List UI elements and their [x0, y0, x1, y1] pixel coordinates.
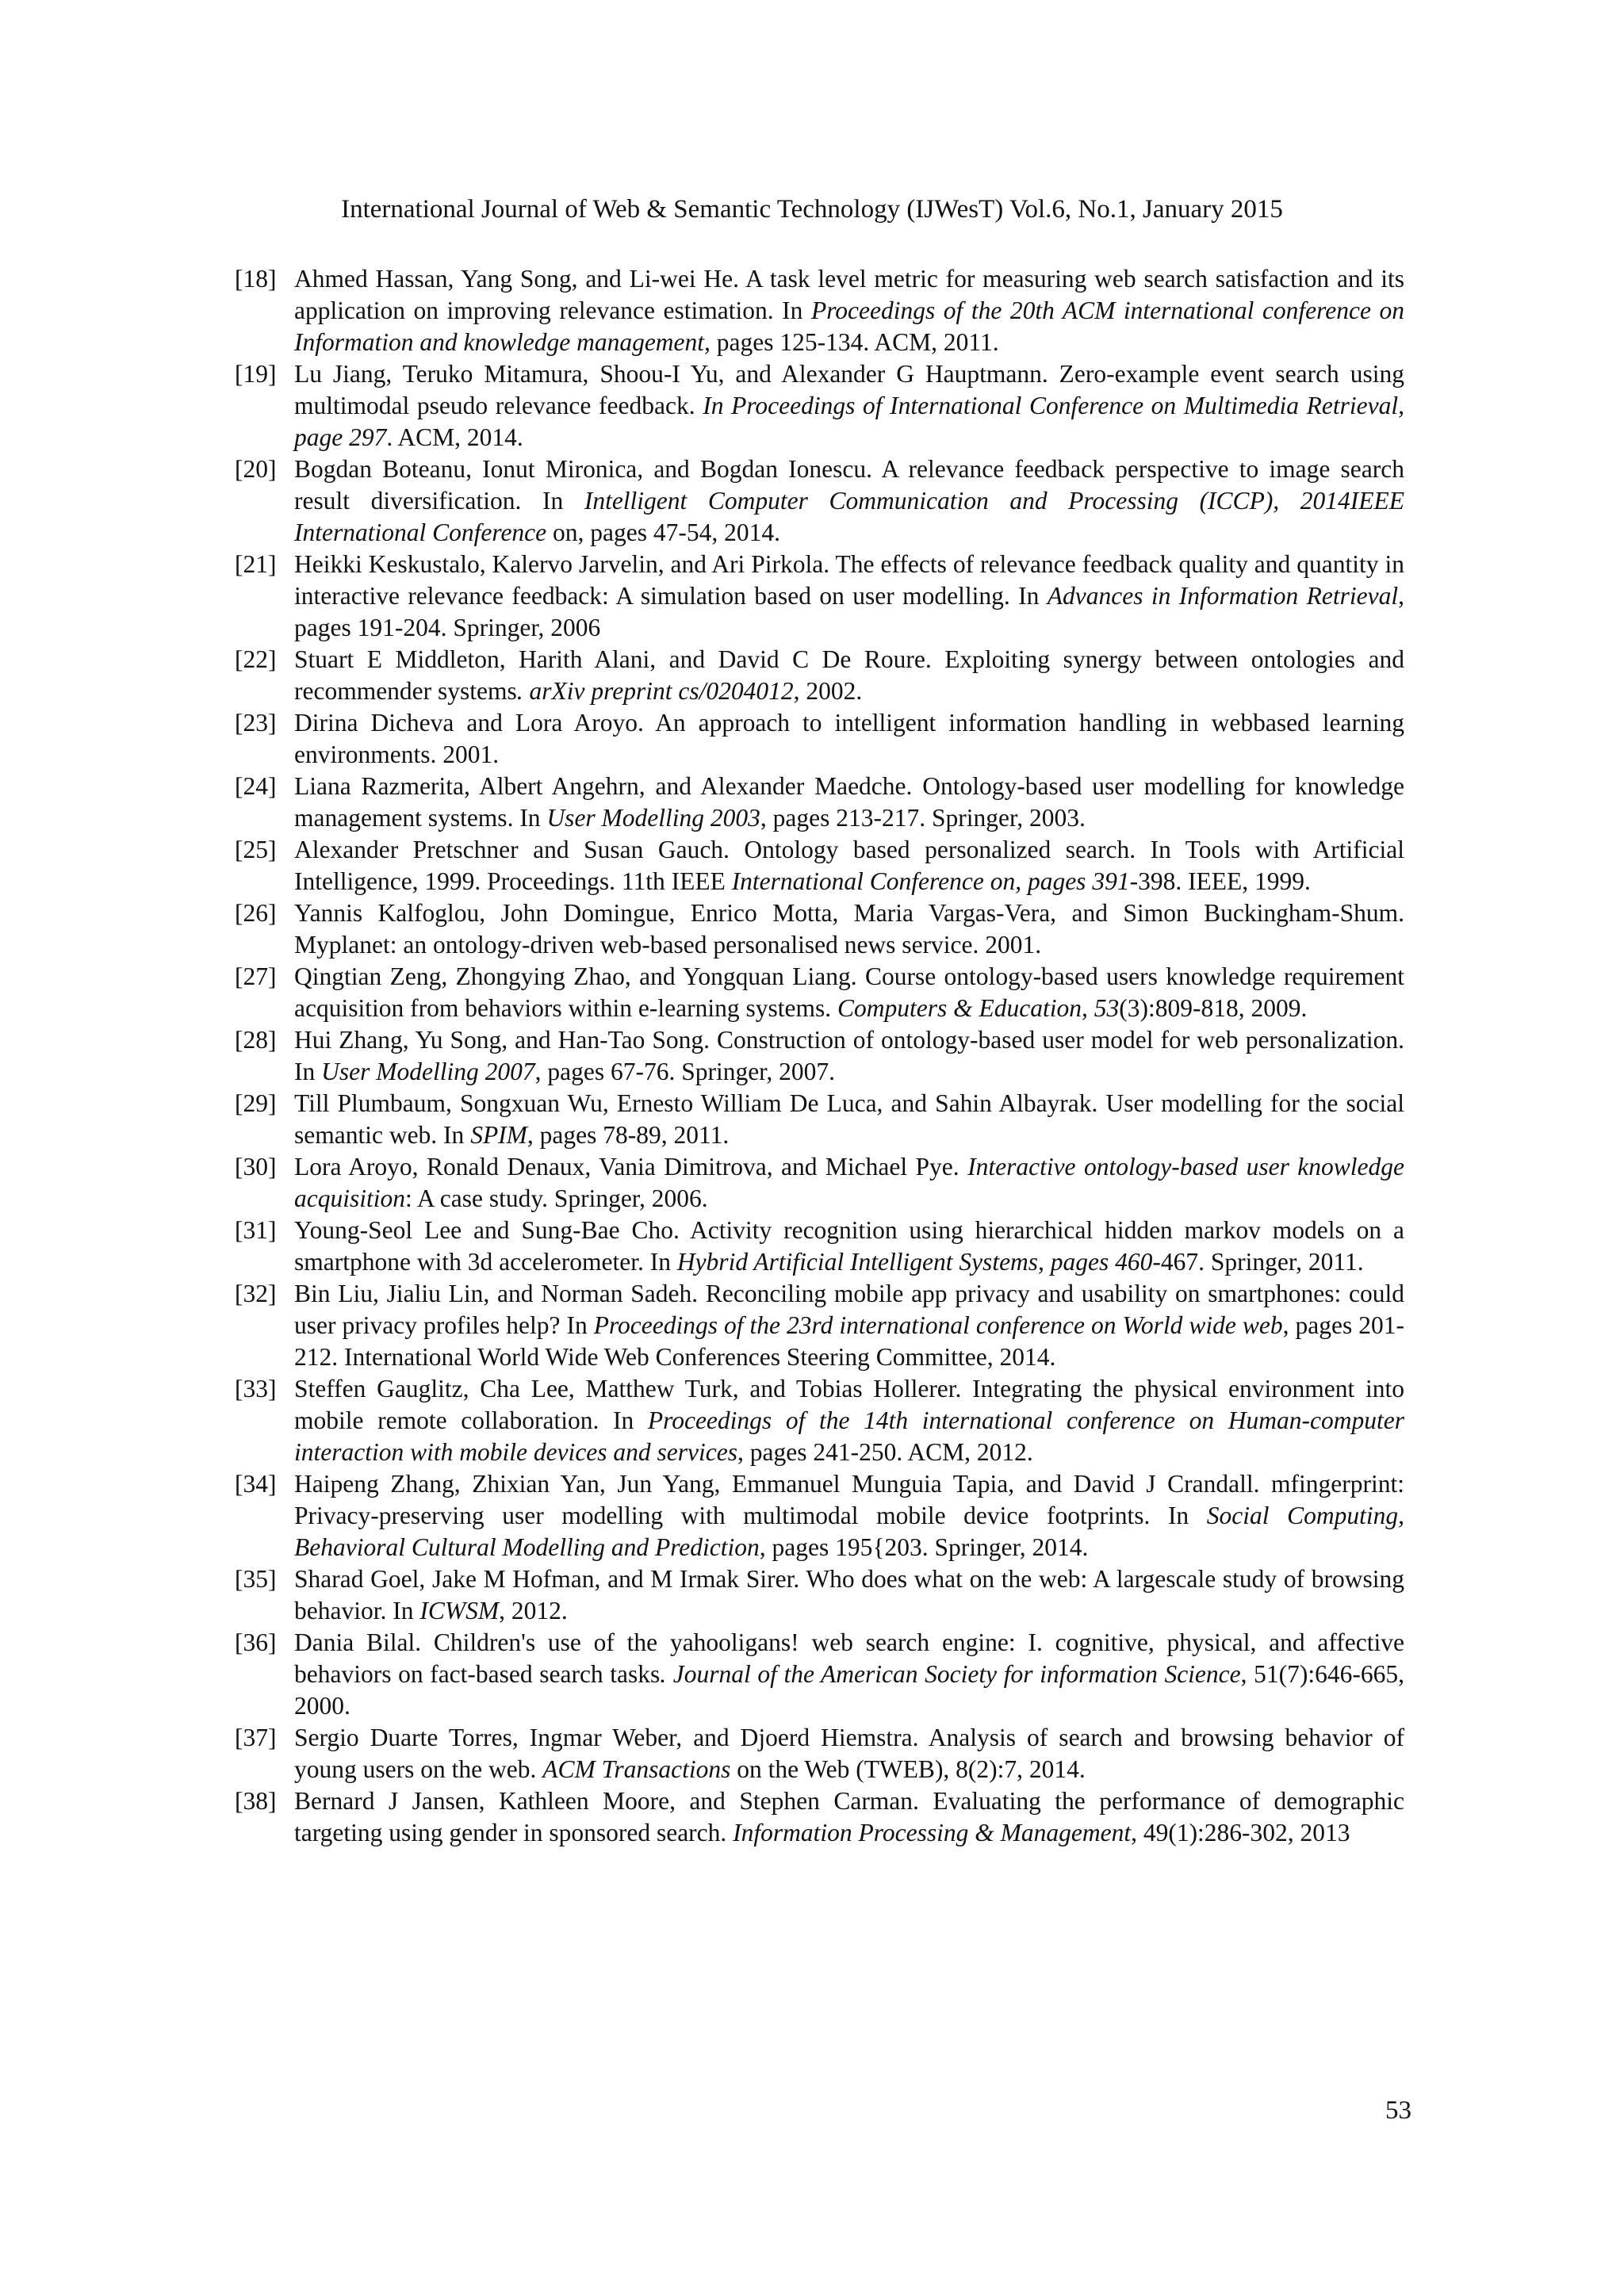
reference-text [294, 549, 1404, 644]
reference-entry [235, 1722, 1404, 1785]
reference-text [294, 771, 1404, 834]
reference-venue-italic: Social Computing, Behavioral Cultural Modelling and Prediction [294, 1502, 1404, 1561]
reference-text-segment: Steffen Gauglitz, Cha Lee, Matthew Turk, and Tobias Hollerer. Integrating the physical environment into mobile remote collaboration. In [294, 1375, 1404, 1434]
reference-text-segment: pages 125-134. ACM, 2011. [710, 328, 999, 356]
reference-entry [235, 1563, 1404, 1627]
reference-label: [21] [235, 550, 277, 578]
reference-text-segment: , pages 241-250. ACM, 2012. [737, 1438, 1033, 1466]
reference-entry [235, 1373, 1404, 1468]
reference-text-segment: Till Plumbaum, Songxuan Wu, Ernesto William De Luca, and Sahin Albayrak. User modelling for the social semantic web. In [294, 1089, 1404, 1149]
reference-venue-italic: Interactive ontology-based user knowledge acquisition [294, 1153, 1404, 1212]
reference-label: [23] [235, 709, 277, 737]
reference-venue-italic: User Modelling 2007 [321, 1058, 535, 1085]
reference-text [294, 263, 1404, 358]
reference-venue-italic: . arXiv preprint cs/0204012 [516, 677, 794, 705]
reference-text-segment: Hui Zhang, Yu Song, and Han-Tao Song. Construction of ontology-based user model for web personalization. In [294, 1026, 1404, 1085]
reference-venue-italic: In Proceedings of International Conference on Multimedia Retrieval, page 297 [294, 392, 1405, 451]
page-number: 53 [1385, 2096, 1411, 2125]
reference-label: [32] [235, 1280, 277, 1307]
reference-entry [235, 707, 1404, 771]
reference-label: [24] [235, 772, 277, 800]
reference-text [294, 1468, 1404, 1563]
reference-text [294, 1785, 1404, 1849]
reference-text-segment: (3):809-818, 2009. [1119, 994, 1308, 1022]
reference-venue-italic: Proceedings of the 20th ACM international conference on Information and knowledge management, [294, 297, 1404, 356]
reference-text [294, 1627, 1404, 1722]
reference-text-segment: -467. Springer, 2011. [1152, 1248, 1364, 1276]
reference-entry [235, 771, 1404, 834]
reference-entry [235, 834, 1404, 897]
reference-text-segment: , pages 67-76. Springer, 2007. [534, 1058, 836, 1085]
running-header: International Journal of Web & Semantic Technology (IJWesT) Vol.6, No.1, January 2015 [341, 195, 1283, 224]
reference-text-segment: , pages 195{203. Springer, 2014. [759, 1533, 1089, 1561]
reference-entry [235, 1785, 1404, 1849]
reference-text [294, 707, 1404, 771]
reference-label: [30] [235, 1153, 277, 1181]
reference-text [294, 453, 1404, 549]
reference-venue-italic: Computers & Education, 53 [837, 994, 1120, 1022]
reference-entry [235, 961, 1404, 1024]
reference-text-segment: Young-Seol Lee and Sung-Bae Cho. Activity recognition using hierarchical hidden markov models on a smartphone with 3d accelerometer. In [294, 1216, 1404, 1276]
reference-label: [35] [235, 1565, 277, 1593]
reference-text-segment: , 51(7):646-665, 2000. [294, 1660, 1404, 1720]
reference-entry [235, 549, 1404, 644]
reference-text-segment: , pages 201-212. International World Wide Web Conferences Steering Committee, 2014. [294, 1311, 1404, 1371]
reference-entry [235, 1151, 1404, 1215]
reference-venue-italic: Hybrid Artificial Intelligent Systems, pages 460 [676, 1248, 1153, 1276]
reference-text-segment: : A case study. Springer, 2006. [405, 1184, 708, 1212]
reference-label: [31] [235, 1216, 277, 1244]
reference-text-segment: Alexander Pretschner and Susan Gauch. Ontology based personalized search. In Tools with Artificial Intelligence, 1999. Proceedings. 11th IEEE [294, 836, 1404, 895]
reference-text [294, 961, 1404, 1024]
reference-label: [26] [235, 899, 277, 927]
reference-text-segment: Haipeng Zhang, Zhixian Yan, Jun Yang, Emmanuel Munguia Tapia, and David J Crandall. mfingerprint: Privacy-preserving user modelling with multimodal mobile device footprints. In [294, 1470, 1404, 1529]
reference-text [294, 1563, 1404, 1627]
reference-text-segment: , pages 213-217. Springer, 2003. [760, 804, 1086, 832]
reference-entry [235, 1278, 1404, 1373]
reference-venue-italic: SPIM [470, 1121, 527, 1149]
reference-venue-italic: ICWSM [419, 1597, 500, 1624]
reference-label: [22] [235, 645, 277, 673]
reference-text-segment: Liana Razmerita, Albert Angehrn, and Alexander Maedche. Ontology-based user modelling for knowledge management systems. In [294, 772, 1404, 832]
reference-text-segment: . ACM, 2014. [386, 423, 523, 451]
reference-text-segment: Dirina Dicheva and Lora Aroyo. An approach to intelligent information handling in webbased learning environments. 2001. [294, 709, 1404, 768]
reference-label: [38] [235, 1787, 277, 1815]
reference-text-segment: Yannis Kalfoglou, John Domingue, Enrico Motta, Maria Vargas-Vera, and Simon Buckingham-Shum. Myplanet: an ontology-driven web-based personalised news service. 2001. [294, 899, 1404, 959]
reference-text-segment: Bogdan Boteanu, Ionut Mironica, and Bogdan Ionescu. A relevance feedback perspective to image search result diversification. In [294, 455, 1404, 515]
reference-venue-italic: User Modelling 2003 [546, 804, 760, 832]
reference-text-segment: -398. IEEE, 1999. [1129, 867, 1311, 895]
reference-entry [235, 644, 1404, 707]
reference-label: [33] [235, 1375, 277, 1402]
reference-text [294, 1024, 1404, 1088]
reference-text-segment: Bernard J Jansen, Kathleen Moore, and Stephen Carman. Evaluating the performance of demographic targeting using gender in sponsored search. [294, 1787, 1404, 1846]
reference-venue-italic: . Journal of the American Society for information Science [660, 1660, 1241, 1688]
reference-venue-italic: International Conference on, pages 391 [731, 867, 1130, 895]
reference-label: [18] [235, 265, 277, 293]
reference-text [294, 834, 1404, 897]
reference-venue-italic: Proceedings of the 23rd international conference on World wide web [593, 1311, 1283, 1339]
reference-text [294, 358, 1404, 453]
reference-entry [235, 1215, 1404, 1278]
reference-label: [27] [235, 962, 277, 990]
reference-text-segment: Bin Liu, Jialiu Lin, and Norman Sadeh. Reconciling mobile app privacy and usability on smartphones: could user privacy profiles help? In [294, 1280, 1404, 1339]
reference-entry [235, 1627, 1404, 1722]
reference-entry [235, 263, 1404, 358]
reference-text-segment: Lu Jiang, Teruko Mitamura, Shoou-I Yu, and Alexander G Hauptmann. Zero-example event search using multimodal pseudo relevance feedback. [294, 360, 1404, 419]
reference-label: [28] [235, 1026, 277, 1054]
reference-entry [235, 358, 1404, 453]
reference-list [235, 263, 1404, 1849]
reference-text [294, 1722, 1404, 1785]
reference-text [294, 1215, 1404, 1278]
reference-venue-italic: Advances in Information Retrieval [1047, 582, 1399, 610]
reference-label: [19] [235, 360, 277, 388]
reference-text [294, 897, 1404, 961]
reference-venue-italic: Intelligent Computer Communication and Processing (ICCP), 2014IEEE International Conference [294, 487, 1404, 546]
reference-label: [37] [235, 1724, 277, 1751]
reference-label: [20] [235, 455, 277, 483]
reference-entry [235, 897, 1404, 961]
reference-text-segment: Ahmed Hassan, Yang Song, and Li-wei He. A task level metric for measuring web search satisfaction and its application on improving relevance estimation. In [294, 265, 1404, 324]
reference-entry [235, 453, 1404, 549]
reference-entry [235, 1468, 1404, 1563]
reference-label: [25] [235, 836, 277, 863]
reference-text-segment: Stuart E Middleton, Harith Alani, and David C De Roure. Exploiting synergy between ontologies and recommender systems [294, 645, 1404, 705]
reference-text [294, 1151, 1404, 1215]
reference-label: [34] [235, 1470, 277, 1498]
reference-venue-italic: Proceedings of the 14th international conference on Human-computer interaction with mobile devices and services [294, 1406, 1404, 1466]
reference-venue-italic: ACM Transactions [542, 1755, 731, 1783]
reference-label: [36] [235, 1628, 277, 1656]
reference-text-segment: Sharad Goel, Jake M Hofman, and M Irmak Sirer. Who does what on the web: A largescale study of browsing behavior. In [294, 1565, 1404, 1624]
reference-text-segment: Sergio Duarte Torres, Ingmar Weber, and Djoerd Hiemstra. Analysis of search and browsing behavior of young users on the web. [294, 1724, 1404, 1783]
reference-text-segment: Qingtian Zeng, Zhongying Zhao, and Yongquan Liang. Course ontology-based users knowledge requirement acquisition from behaviors within e-learning systems. [294, 962, 1404, 1022]
reference-text-segment: , pages 191-204. Springer, 2006 [294, 582, 1404, 641]
reference-text [294, 1088, 1404, 1151]
reference-text-segment: , 49(1):286-302, 2013 [1131, 1819, 1350, 1846]
reference-venue-italic: Information Processing & Management [733, 1819, 1132, 1846]
reference-text [294, 644, 1404, 707]
reference-entry [235, 1088, 1404, 1151]
reference-text-segment: , 2012. [499, 1597, 568, 1624]
reference-text [294, 1373, 1404, 1468]
reference-text-segment: , pages 78-89, 2011. [527, 1121, 730, 1149]
reference-text-segment: , 2002. [793, 677, 863, 705]
reference-entry [235, 1024, 1404, 1088]
reference-text-segment: Dania Bilal. Children's use of the yahooligans! web search engine: I. cognitive, physical, and affective behaviors on fact-based search tasks [294, 1628, 1404, 1688]
reference-text-segment: on the Web (TWEB), 8(2):7, 2014. [730, 1755, 1086, 1783]
reference-text-segment: Heikki Keskustalo, Kalervo Jarvelin, and Ari Pirkola. The effects of relevance feedback quality and quantity in interactive relevance feedback: A simulation based on user modelling. In [294, 550, 1404, 610]
reference-text-segment: on, pages 47-54, 2014. [546, 519, 780, 546]
reference-text-segment: Lora Aroyo, Ronald Denaux, Vania Dimitrova, and Michael Pye. [294, 1153, 968, 1181]
reference-label: [29] [235, 1089, 277, 1117]
reference-text [294, 1278, 1404, 1373]
